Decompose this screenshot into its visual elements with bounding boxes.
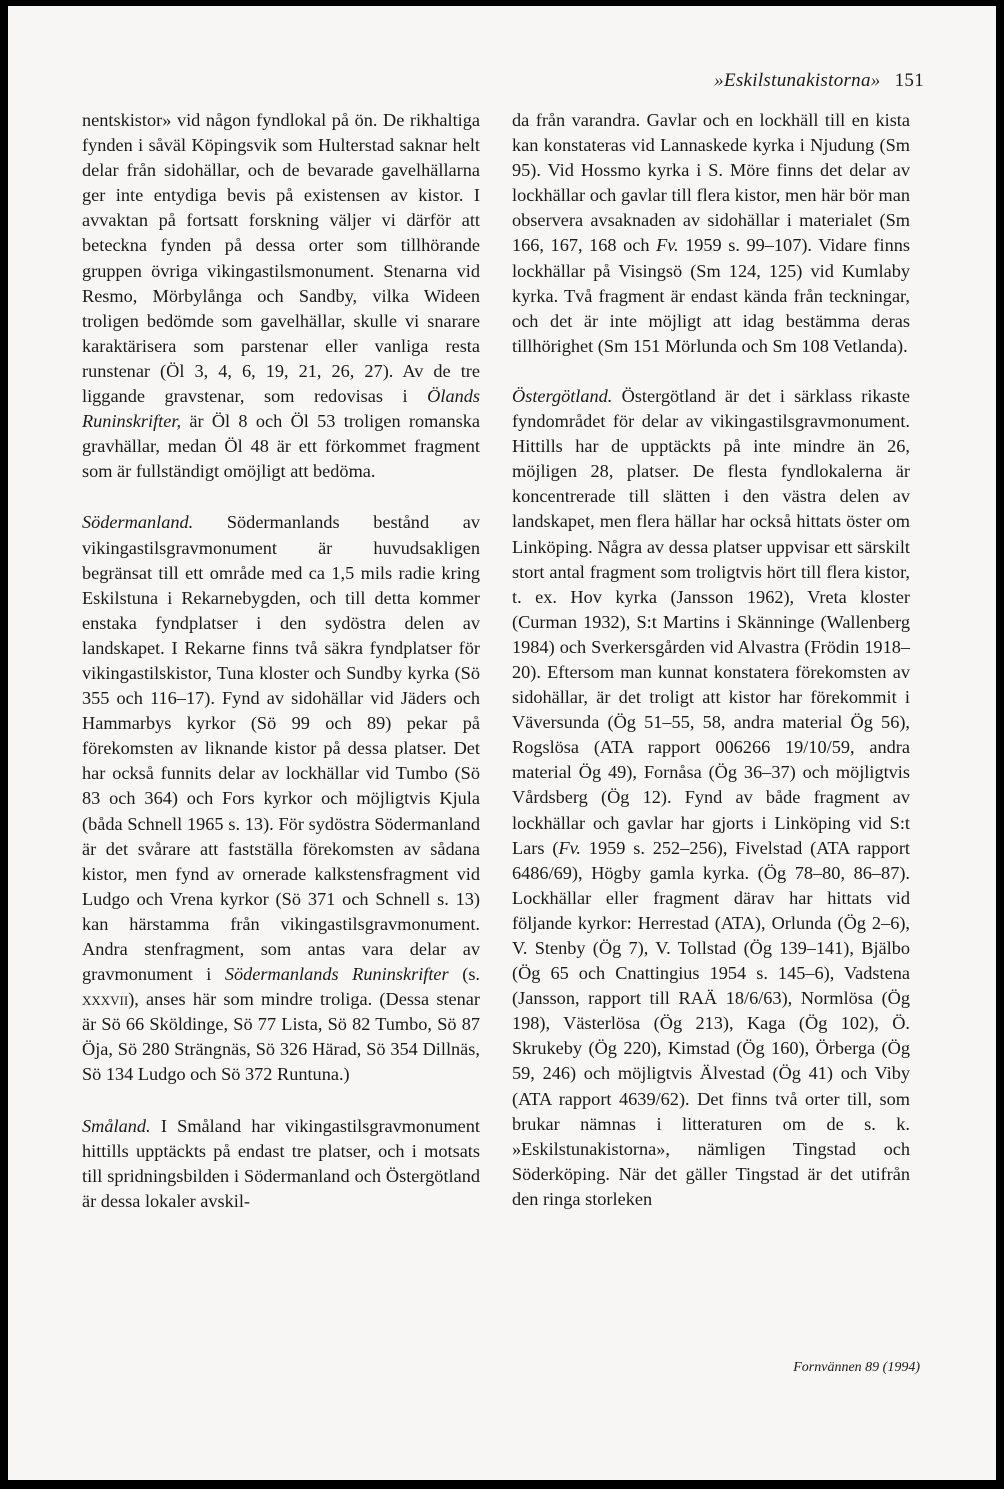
text-run: Södermanlands bestånd av vikingastilsgravmonument är huvudsakligen begränsat till ett område med ca 1,5 mils radie kring Eskilstuna i Rekarnebygden, och till detta kommer enstaka fyndplatser i den sydöstra delen av landskapet. I Rekarne finns två säkra fyndplatser för vikingastilskistor, Tuna kloster och Sundby kyrka (Sö 355 och 116–17). Fynd av sidohällar vid Jäders och Hammarbys kyrkor (Sö 99 och 89) pekar på förekomsten av liknande kistor på dessa platser. Det har också funnits delar av lockhällar vid Tumbo (Sö 83 och 364) och Fors kyrkor och möjligtvis Kjula (båda Schnell 1965 s. 13). För sydöstra Södermanland är det svårare att fastställa förekomsten av sådana kistor, men fynd av ornerade kalkstensfragment vid Ludgo och Vrena kyrkor (Sö 371 och Schnell s. 13) kan härstamma från vikingastilsgravmonument. Andra stenfragment, som antas vara delar av gravmonument i: [82, 512, 480, 985]
text-run: (s.: [448, 964, 481, 985]
roman-numeral: xxxvii: [82, 989, 129, 1010]
text-run: Östergötland är det i särklass rikaste fyndområdet för delar av vikingastilsgravmonument. Hittills har de upptäckts på inte mindre än 26, möjligen 28, platser. De flesta fyndlokalerna är koncentrerade till slätten i den västra delen av landskapet, men flera hällar har också hittats öster om Linköping. Några av dessa platser uppvisar ett särskilt stort antal fragment som troligtvis hört till flera kistor, t. ex. Hov kyrka (Jansson 1962), Vreta kloster (Curman 1932), S:t Martins i Skänninge (Wallenberg 1984) och Sverkersgården vid Alvastra (Frödin 1918–20). Eftersom man kunnat konstatera förekomsten av sidohällar, är det troligt att kistor har förekommit i Väversunda (Ög 51–55, 58, andra material Ög 56), Rogslösa (ATA rapport 006266 19/10/59, andra material Ög 49), Fornåsa (Ög 36–37) och möjligtvis Vårdsberg (Ög 12). Fynd av både fragment av lockhällar och gavlar har gjorts i Linköping vid S:t Lars (: [512, 385, 910, 858]
section-heading: Småland.: [82, 1115, 151, 1136]
text-run: 1959 s. 252–256), Fivelstad (ATA rapport 6486/69), Högby gamla kyrka. (Ög 78–80, 86–87). Lockhällar eller fragment därav har hittats vid följande kyrkor: Herrestad (ATA), Orlunda (Ög 2–6), V. Stenby (Ög 7), V. Tollstad (Ög 139–141), Bjälbo (Ög 65 och Cnattingius 1954 s. 145–6), Vadstena (Jansson, rapport till RAÄ 18/6/63), Normlösa (Ög 198), Västerlösa (Ög 213), Kaga (Ög 102), Ö. Skrukeby (Ög 220), Kimstad (Ög 160), Örberga (Ög 59, 246) och möjligtvis Älvestad (Ög 41) och Viby (ATA rapport 4639/62). Det finns två orter till, som brukar nämnas i litteraturen om de s. k. »Eskilstunakistorna», nämligen Tingstad och Söderköping. När det gäller Tingstad är det utifrån den ringa storleken: [512, 837, 910, 1209]
text-run: da från varandra. Gavlar och en lockhäll till en kista kan konstateras vid Lannaskede kyrka i Njudung (Sm 95). Vid Hossmo kyrka i S. Möre finns det delar av lockhällar och gavlar till flera kistor, men här bör man observera avsaknaden av sidohällar i materialet (Sm 166, 167, 168 och: [512, 110, 910, 256]
italic-title: Södermanlands Runinskrifter: [224, 964, 449, 985]
paragraph-smaland-continued: [512, 108, 910, 359]
left-column: [82, 108, 480, 1214]
paragraph-sodermanland: [82, 510, 480, 1087]
page-number: 151: [894, 70, 924, 91]
paragraph-smaland: [82, 1114, 480, 1214]
running-header: [714, 70, 924, 92]
text-run: ), anses här som mindre troliga. (Dessa stenar är Sö 66 Sköldinge, Sö 77 Lista, Sö 82 Tumbo, Sö 87 Öja, Sö 280 Strängnäs, Sö 326 Härad, Sö 354 Dillnäs, Sö 134 Ludgo och Sö 372 Runtuna.): [82, 989, 480, 1085]
journal-footer: Fornvännen 89 (1994): [793, 1360, 920, 1375]
italic-title: Ölands Runinskrifter,: [82, 386, 480, 432]
text-run: I Småland har vikingastilsgravmonument hittills upptäckts på endast tre platser, och i motsats till spridningsbilden i Södermanland och Östergötland är dessa lokaler avskil-: [82, 1115, 480, 1211]
running-title: »Eskilstunakistorna»: [714, 70, 881, 91]
italic-abbrev: Fv.: [656, 235, 679, 256]
section-heading: Södermanland.: [82, 512, 194, 533]
section-heading: Östergötland.: [512, 385, 613, 406]
text-run: 1959 s. 99–107). Vidare finns lockhällar på Visingsö (Sm 124, 125) vid Kumlaby kyrka. Två fragment är endast kända från teckningar, och det är inte möjligt att idag bestämma deras tillhörighet (Sm 151 Mörlunda och Sm 108 Vetlanda).: [512, 235, 910, 356]
paragraph-ostergotland: [512, 384, 910, 1212]
paragraph-oland-continued: [82, 108, 480, 484]
text-run: är Öl 8 och Öl 53 troligen romanska gravhällar, medan Öl 48 är ett förkommet fragment som är fullständigt omöjligt att bedöma.: [82, 411, 480, 482]
italic-abbrev: Fv.: [558, 837, 581, 858]
journal-page: [8, 6, 996, 1480]
text-run: nentskistor» vid någon fyndlokal på ön. De rikhaltiga fynden i såväl Köpingsvik som Hulterstad saknar helt delar från sidohällar, och de bevarade gavelhällarna ger inte entydiga bevis på existensen av kistor. I avvaktan på fortsatt forskning väljer vi därför att beteckna fynden på dessa orter som tillhörande gruppen övriga vikingastilsmonument. Stenarna vid Resmo, Mörbylånga och Sandby, vilka Wideen troligen bedömde som gavelhällar, skulle vi snarare karaktärisera som parstenar eller vanliga resta runstenar (Öl 3, 4, 6, 19, 21, 26, 27). Av de tre liggande gravstenar, som redovisas i: [82, 110, 480, 407]
right-column: [512, 108, 910, 1212]
